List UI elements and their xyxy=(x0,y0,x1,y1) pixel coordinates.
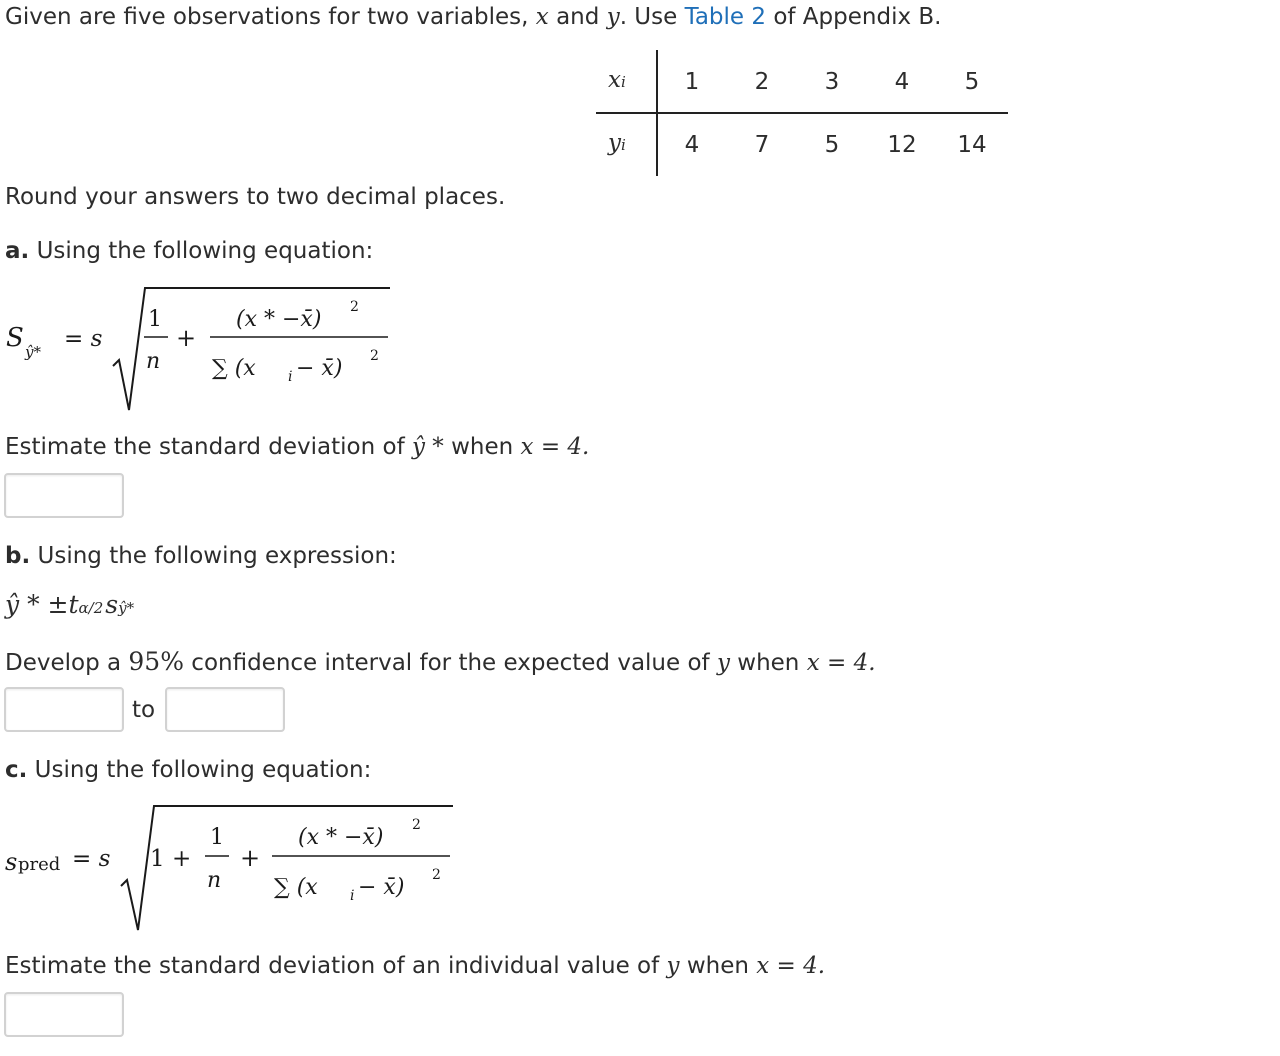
part-c-question xyxy=(5,953,825,979)
part-c-question-text: Estimate the standard deviation of an individual value of xyxy=(5,953,667,979)
part-b-expr-s: s xyxy=(105,590,119,619)
table-y-cell: 12 xyxy=(887,132,917,158)
table-x-header xyxy=(608,67,626,93)
part-a-question-cond: x = 4. xyxy=(520,434,590,460)
formula-a-den: ∑ (x xyxy=(212,356,256,381)
part-b-question xyxy=(5,647,876,676)
part-b-question-cond: x = 4. xyxy=(806,650,876,676)
formula-a-den-sub: i xyxy=(288,369,293,385)
part-c-question-when: when xyxy=(679,953,757,979)
formula-a-one: 1 xyxy=(148,307,162,332)
part-b-lower-input[interactable] xyxy=(4,687,124,732)
part-b-question-text: Develop a xyxy=(5,650,129,676)
table-y-sub: i xyxy=(621,136,626,154)
table-x-cell: 3 xyxy=(824,69,840,95)
formula-c-den-exp: 2 xyxy=(432,867,441,883)
part-c-answer-input[interactable] xyxy=(4,992,124,1037)
part-a-heading xyxy=(5,238,373,264)
part-a-label: a. xyxy=(5,238,30,264)
formula-c-lhs: s xyxy=(5,848,18,876)
part-c-heading-text: Using the following equation: xyxy=(27,757,372,783)
part-b-expression xyxy=(5,590,134,619)
table-y-label: y xyxy=(608,130,621,156)
var-x: x xyxy=(535,4,549,30)
formula-c-n: n xyxy=(207,868,222,893)
formula-a-den-exp: 2 xyxy=(370,348,379,364)
table-y-cell: 14 xyxy=(957,132,987,158)
table-y-cell: 7 xyxy=(754,132,770,158)
table-x-cell: 1 xyxy=(684,69,700,95)
part-c-question-var: y xyxy=(666,953,680,979)
table-2-link[interactable]: Table 2 xyxy=(684,4,767,30)
part-b-question-var: y xyxy=(716,650,730,676)
intro-text xyxy=(5,4,941,30)
part-c-question-cond: x = 4. xyxy=(756,953,826,979)
data-table xyxy=(596,50,1008,176)
table-x-cell: 2 xyxy=(754,69,770,95)
part-b-label: b. xyxy=(5,543,31,569)
part-c-label: c. xyxy=(5,757,28,783)
formula-c-num-exp: 2 xyxy=(412,817,421,833)
table-y-header xyxy=(608,130,626,156)
table-x-cell: 4 xyxy=(894,69,910,95)
part-b-question-pct: 95% xyxy=(128,647,184,676)
formula-c-one-plus: 1 + xyxy=(150,846,192,872)
part-a-question xyxy=(5,434,589,460)
formula-c-den: ∑ (x xyxy=(274,875,318,900)
table-x-cell: 5 xyxy=(964,69,980,95)
part-b-heading-text: Using the following expression: xyxy=(30,543,397,569)
table-y-cell: 4 xyxy=(684,132,700,158)
formula-a-den-end: − x̄) xyxy=(296,356,343,381)
formula-c-lhs-sub: pred xyxy=(18,854,61,875)
part-a-answer-input[interactable] xyxy=(4,473,124,518)
table-horizontal-divider xyxy=(596,112,1008,114)
formula-a-plus: + xyxy=(176,324,197,352)
part-c-formula xyxy=(0,798,470,938)
formula-a-lhs-sub: ŷ* xyxy=(25,343,41,361)
table-x-sub: i xyxy=(620,73,626,91)
formula-a-lhs: S xyxy=(6,323,24,353)
part-b-heading xyxy=(5,543,397,569)
table-x-label: x xyxy=(608,67,621,93)
formula-a-num-exp: 2 xyxy=(350,299,359,315)
part-a-question-when: when xyxy=(443,434,521,460)
var-y: y xyxy=(606,4,620,30)
part-a-question-var: ŷ * xyxy=(411,434,444,460)
formula-c-den-sub: i xyxy=(350,888,355,904)
formula-c-one: 1 xyxy=(210,825,224,850)
formula-a-num: (x * −x̄) xyxy=(236,307,322,332)
formula-a-n: n xyxy=(146,349,161,374)
intro-and: and xyxy=(548,4,607,30)
part-a-question-text: Estimate the standard deviation of xyxy=(5,434,412,460)
part-a-heading-text: Using the following equation: xyxy=(29,238,374,264)
intro-text-2: of Appendix B. xyxy=(766,4,942,30)
table-y-cell: 5 xyxy=(824,132,840,158)
formula-c-plus: + xyxy=(240,844,261,872)
part-b-question-mid: confidence interval for the expected value of xyxy=(183,650,717,676)
formula-c-den-end: − x̄) xyxy=(358,875,405,900)
part-b-upper-input[interactable] xyxy=(165,687,285,732)
part-b-expr-main: ŷ * ±t xyxy=(5,590,79,619)
part-a-formula xyxy=(0,280,420,415)
part-b-expr-s-sub: ŷ* xyxy=(118,599,135,617)
formula-c-num: (x * −x̄) xyxy=(298,825,384,850)
formula-a-eq: = s xyxy=(64,326,103,352)
formula-c-eq: = s xyxy=(72,846,111,872)
part-c-heading xyxy=(5,757,371,783)
round-note: Round your answers to two decimal places. xyxy=(5,184,506,210)
intro-use: . Use xyxy=(619,4,685,30)
part-b-question-when: when xyxy=(729,650,807,676)
intro-text-1: Given are five observations for two variables, xyxy=(5,4,536,30)
part-b-expr-sub: α/2 xyxy=(78,599,104,617)
part-b-to-label: to xyxy=(132,697,156,723)
